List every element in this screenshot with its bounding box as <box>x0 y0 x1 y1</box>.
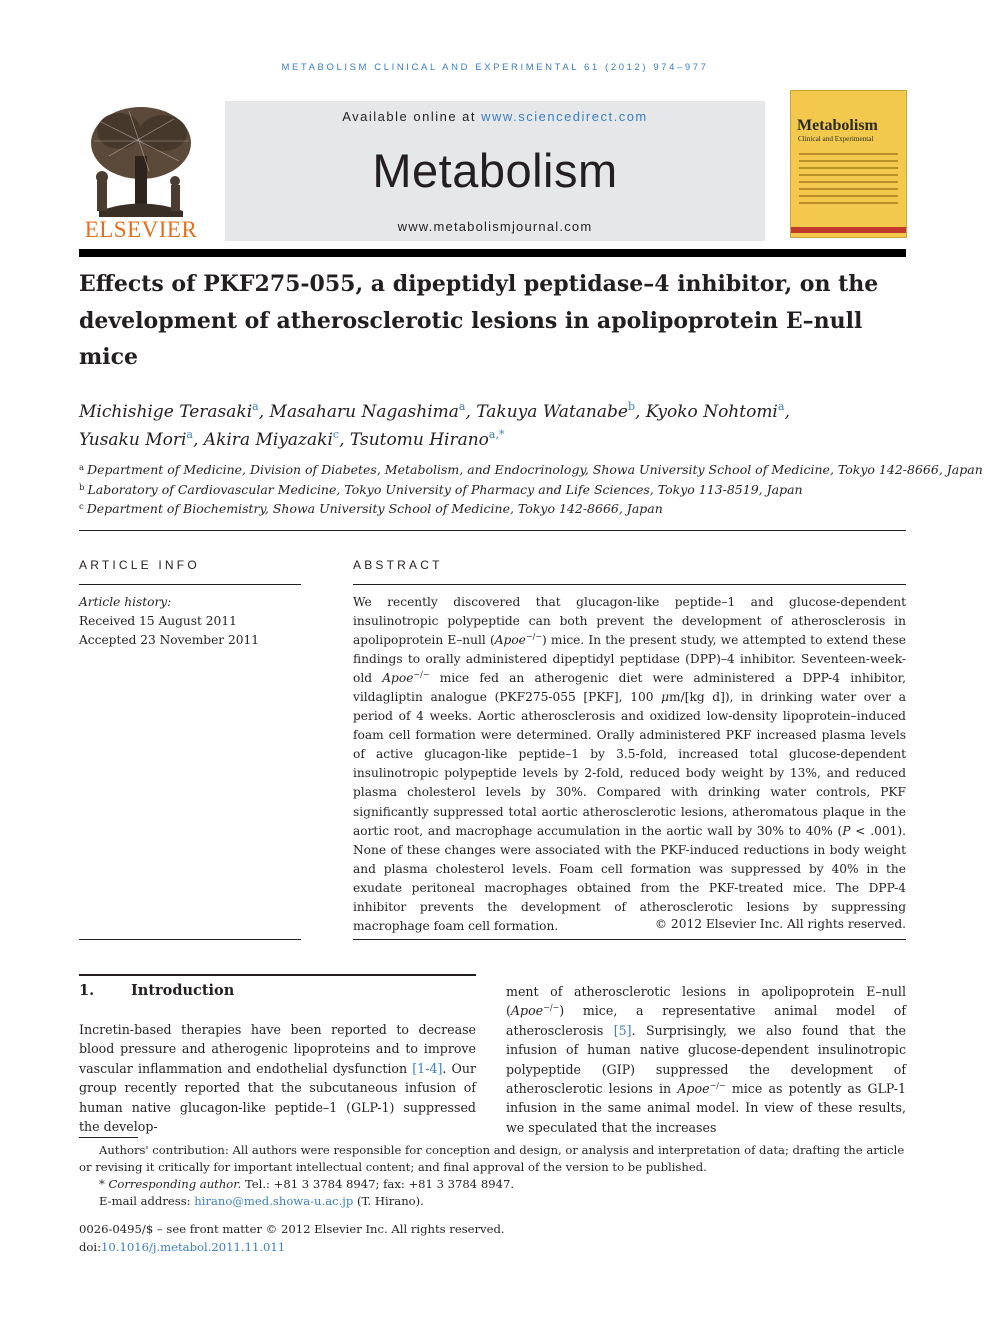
section-title: Introduction <box>131 982 235 999</box>
available-online <box>225 109 765 124</box>
body-text-right: ment of atherosclerotic lesions in apolipoprotein E–null (Apoe−/−) mice, a representative animal model of atherosclerosis [5]. Surprisingly, we also found that the infusion of human native glucose-dependent insulinotropic polypeptide (GIP) suppressed the development of atherosclerotic lesions in Apoe−/− mice as potently as GLP-1 infusion in the same animal model. In view of these results, we speculated that the increases <box>506 984 907 1135</box>
cover-contents-lines <box>799 153 898 209</box>
abstract-text: We recently discovered that glucagon-like peptide–1 and glucose-dependent insulinotropic polypeptide can both prevent the development of atherosclerosis in apolipoprotein E–null (Apoe−/−) mice. In the present study, we attempted to extend these findings to orally administered dipeptidyl peptidase (DPP)–4 inhibitor. Seventeen-week-old Apoe−/− mice fed an atherogenic diet were administered a DPP-4 inhibitor, vildagliptin analogue (PKF275-055 [PKF], 100 μm/[kg d]), in drinking water over a period of 4 weeks. Aortic atherosclerosis and oxidized low-density lipoprotein–induced foam cell formation were determined. Orally administered PKF increased plasma levels of active glucagon-like peptide–1 by 3.5-fold, increased total glucose-dependent insulinotropic polypeptide levels by 2-fold, reduced body weight by 13%, and reduced plasma cholesterol levels by 30%. Compared with drinking water controls, PKF significantly suppressed total aortic atherosclerotic lesions, atheromatous plaque in the aortic root, and macrophage accumulation in the aortic wall by 30% to 40% (P < .001). None of these changes were associated with the PKF-induced reductions in body weight and plasma cholesterol levels. Foam cell formation was suppressed by 40% in the exudate peritoneal macrophages obtained from the PKF-treated mice. The DPP-4 inhibitor prevents the development of atherosclerotic lesions by suppressing macrophage foam cell formation. <box>353 595 907 933</box>
divider <box>353 939 906 940</box>
abstract-heading: ABSTRACT <box>353 558 443 572</box>
affiliation: $^b$ Laboratory of Cardiovascular Medicine, Tokyo University of Pharmacy and Life Sciences, Tokyo 113-8519, Japan <box>79 481 803 497</box>
body-text-left: Incretin-based therapies have been reported to decrease blood pressure and atherogenic lipoproteins and to improve vascular inflammation and endothelial dysfunction [1-4]. Our group recently reported that the subcutaneous infusion of human native glucagon-like peptide–1 (GLP-1) suppressed the develop- <box>79 1022 476 1135</box>
author: Masaharu Nagashima$^a$, <box>269 400 477 422</box>
cover-bottom-band <box>791 227 906 233</box>
divider <box>79 974 476 976</box>
divider <box>79 584 301 585</box>
contribution-note: Authors' contribution: All authors were responsible for conception and design, or analysis and interpretation of data; drafting the article or revising it critically for important intellectual content; and final approval of the version to be published. <box>79 1143 905 1174</box>
issn-line: 0026-0495/$ – see front matter © 2012 Elsevier Inc. All rights reserved. <box>79 1222 505 1236</box>
divider <box>79 530 906 531</box>
author: Kyoko Nohtomi$^a$, <box>645 400 790 422</box>
abstract-copyright: © 2012 Elsevier Inc. All rights reserved. <box>654 917 906 931</box>
footnotes <box>79 1142 906 1210</box>
affiliation: $^a$ Department of Medicine, Division of Diabetes, Metabolism, and Endocrinology, Showa University School of Medicine, Tokyo 142-8666, Japan <box>79 462 983 477</box>
article-title: Effects of PKF275-055, a dipeptidyl peptidase–4 inhibitor, on the development of atherosclerotic lesions in apolipoprotein E–null mice <box>79 271 879 370</box>
section-number: 1. <box>79 982 95 999</box>
available-prefix: Available online at <box>342 109 477 124</box>
email-note: E-mail address: hirano@med.showa-u.ac.jp (T. Hirano). <box>99 1194 424 1208</box>
doi-link[interactable]: 10.1016/j.metabol.2011.11.011 <box>101 1240 286 1254</box>
article-history <box>79 593 301 650</box>
corresponding-note: * Corresponding author. Tel.: +81 3 3784 8947; fax: +81 3 3784 8947. <box>99 1177 515 1191</box>
sciencedirect-link[interactable]: www.sciencedirect.com <box>481 109 648 124</box>
doi-line: doi:10.1016/j.metabol.2011.11.011 <box>79 1240 286 1254</box>
history-label: Article history: <box>79 595 172 609</box>
running-head: METABOLISM CLINICAL AND EXPERIMENTAL 61 (2012) 974–977 <box>281 62 709 73</box>
divider <box>353 584 906 585</box>
cover-top-band <box>797 97 900 115</box>
received-date: Received 15 August 2011 <box>79 614 237 628</box>
journal-url[interactable]: www.metabolismjournal.com <box>397 219 593 234</box>
journal-cover-thumbnail <box>790 90 907 238</box>
author-list <box>79 398 906 454</box>
author: Tsutomu Hirano$^{a,*}$ <box>349 428 505 450</box>
divider <box>79 939 301 940</box>
elsevier-wordmark: ELSEVIER <box>84 217 198 242</box>
author: Akira Miyazaki$^c$, <box>203 428 350 450</box>
author: Takuya Watanabe$^b$, <box>476 400 646 422</box>
cover-title: Metabolism <box>797 117 878 134</box>
author: Yusaku Mori$^a$, <box>79 428 204 450</box>
citation-link[interactable]: [1-4] <box>412 1060 443 1076</box>
section-heading <box>79 982 234 999</box>
front-matter <box>79 1220 906 1256</box>
affiliations <box>79 460 983 519</box>
header-rule <box>79 249 906 257</box>
citation-link[interactable]: [5] <box>613 1022 632 1038</box>
journal-title: Metabolism <box>372 144 618 197</box>
email-link[interactable]: hirano@med.showa-u.ac.jp <box>194 1194 354 1208</box>
cover-subtitle: Clinical and Experimental <box>798 135 874 143</box>
article-info-heading: ARTICLE INFO <box>79 558 200 572</box>
affiliation: $^c$ Department of Biochemistry, Showa University School of Medicine, Tokyo 142-8666, Japan <box>79 501 663 516</box>
accepted-date: Accepted 23 November 2011 <box>79 633 260 647</box>
footnote-rule <box>79 1137 138 1138</box>
author: Michishige Terasaki$^a$, <box>79 400 270 422</box>
